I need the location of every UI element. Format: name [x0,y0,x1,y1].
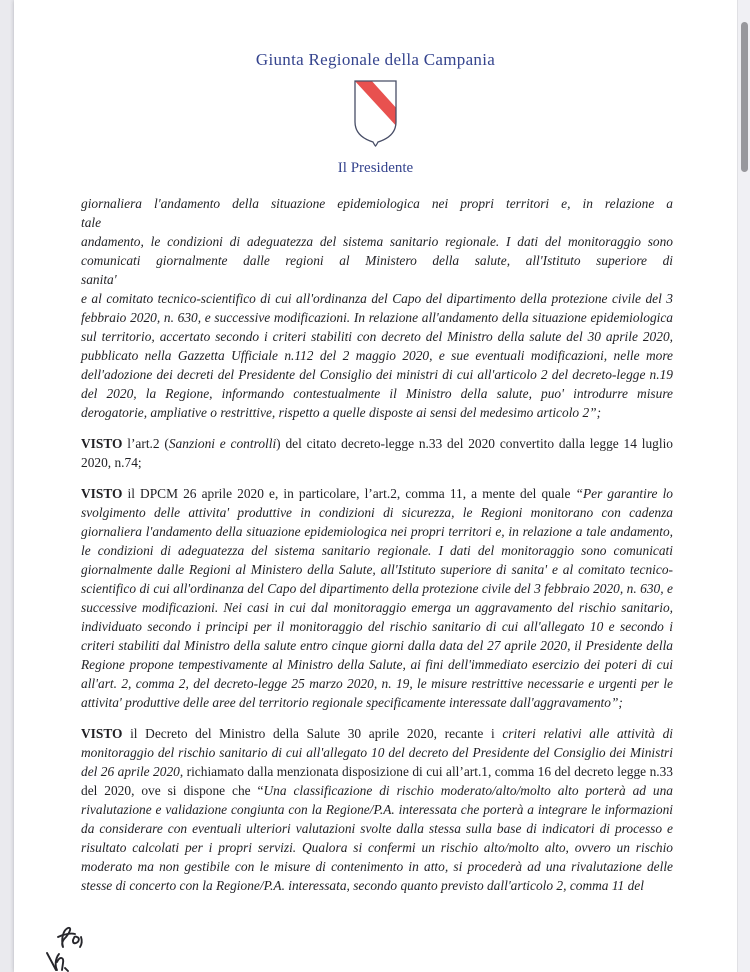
visto-keyword: VISTO [81,486,123,501]
paragraph-text-italic: Una classificazione di rischio moderato/alto/molto alto porterà ad una rivalutazione e validazione congiunta con la Regione/P.A. interessata che porterà a integrare le informazioni da considerare con eventuali ulteriori valutazioni svolte dalla stessa sulla base di indicatori di processo e risultato calcolati per i propri servizi. Qualora si confermi un rischio alto/molto alto, ovvero un rischio moderato ma non gestibile con le misure di contenimento in atto, si procederà ad una rivalutazione delle stesse di concerto con la Regione/P.A. interessata, secondo quanto previsto dall'articolo 2, comma 11 del [81,783,673,893]
paragraph-visto-decreto [81,724,673,895]
scrollbar-thumb[interactable] [741,22,748,172]
handwritten-initials-icon [55,926,89,955]
role-title: Il Presidente [337,160,414,176]
paragraph-text: , richiamato dalla menzionata disposizione di cui all’art.1, comma 16 del decreto legge n.33 del 2020, ove si dispone che “ [81,764,673,798]
handwritten-initials-partial-icon [45,952,71,972]
paragraph-text-italic: criteri relativi alle attività di monitoraggio del rischio sanitario di cui all'allegato 10 del decreto del Presidente del Consiglio dei Ministri del 26 aprile 2020 [81,726,673,779]
paragraph-block: e al comitato tecnico-scientifico di cui all'ordinanza del Capo del dipartimento della protezione civile del 3 febbraio 2020, n. 630, e successive modificazioni. In relazione all'andamento della situazione epidemiologica sul territorio, accertato secondo i criteri stabiliti con decreto del Ministro della salute del 30 aprile 2020, pubblicato nella Gazzetta Ufficiale n.112 del 2 maggio 2020, e sue eventuali modificazioni, nelle more dell'adozione dei decreti del Presidente del Consiglio dei ministri di cui all'articolo 2 del decreto-legge n.19 del 2020, la Regione, informando contestualmente il Ministro della salute, puo' introdurre misure derogatorie, ampliative o restrittive, rispetto a quelle disposte ai sensi del medesimo articolo 2”; [81,291,673,420]
paragraph-continuation [81,194,673,422]
campania-coat-of-arms-icon [14,79,737,147]
document-header [14,0,737,177]
paragraph-line: sanita' [81,272,117,287]
paragraph-text: il DPCM 26 aprile 2020 e, in particolare, l’art.2, comma 11, a mente del quale [122,486,576,501]
paragraph-text: il Decreto del Ministro della Salute 30 aprile 2020, recante i [122,726,503,741]
paragraph-text: ) del citato decreto-legge n.33 del 2020 convertito dalla legge 14 luglio 2020, n.74; [81,436,673,470]
org-title: Giunta Regionale della Campania [255,50,496,69]
paragraph-visto-dpcm [81,484,673,712]
visto-keyword: VISTO [81,726,123,741]
paragraph-line: tale [81,215,102,230]
document-page [14,0,737,972]
visto-keyword: VISTO [81,436,123,451]
paragraph-visto-sanzioni [81,434,673,472]
document-body [81,194,673,907]
paragraph-text-italic: “Per garantire lo svolgimento delle attivita' produttive in condizioni di sicurezza, le Regioni monitorano con cadenza giornaliera l'andamento della situazione epidemiologica nei propri territori e, in relazione a tale andamento, le condizioni di adeguatezza del sistema sanitario regionale. I dati del monitoraggio sono comunicati giornalmente dalle Regioni al Ministero della Salute, all'Istituto superiore di sanita' e al comitato tecnico-scientifico di cui all'ordinanza del Capo del dipartimento della protezione civile del 3 febbraio 2020, n. 630, e successive modificazioni. Nei casi in cui dal monitoraggio emerga un aggravamento del rischio sanitario, individuato secondo i principi per il monitoraggio del rischio sanitario di cui all'allegato 10 e secondo i criteri stabiliti dal Ministro della salute entro cinque giorni dalla data del 27 aprile 2020, il Presidente della Regione propone tempestivamente al Ministro della Salute, ai fini dell'immediato esercizio dei poteri di cui all'art. 2, comma 2, del decreto-legge 25 marzo 2020, n. 19, le misure restrittive necessarie e urgenti per le attivita' produttive delle aree del territorio regionale specificamente interessate dall'aggravamento”; [81,486,674,710]
paragraph-line: giornaliera l'andamento della situazione epidemiologica nei propri territori e, in relazione a [81,196,673,211]
paragraph-text-italic: Sanzioni e controlli [168,436,277,451]
paragraph-text: l’art.2 ( [122,436,169,451]
scrollbar-track[interactable] [737,0,750,972]
paragraph-block: andamento, le condizioni di adeguatezza del sistema sanitario regionale. I dati del monitoraggio sono comunicati giornalmente dalle regioni al Ministero della salute, all'Istituto superiore di [81,234,673,268]
